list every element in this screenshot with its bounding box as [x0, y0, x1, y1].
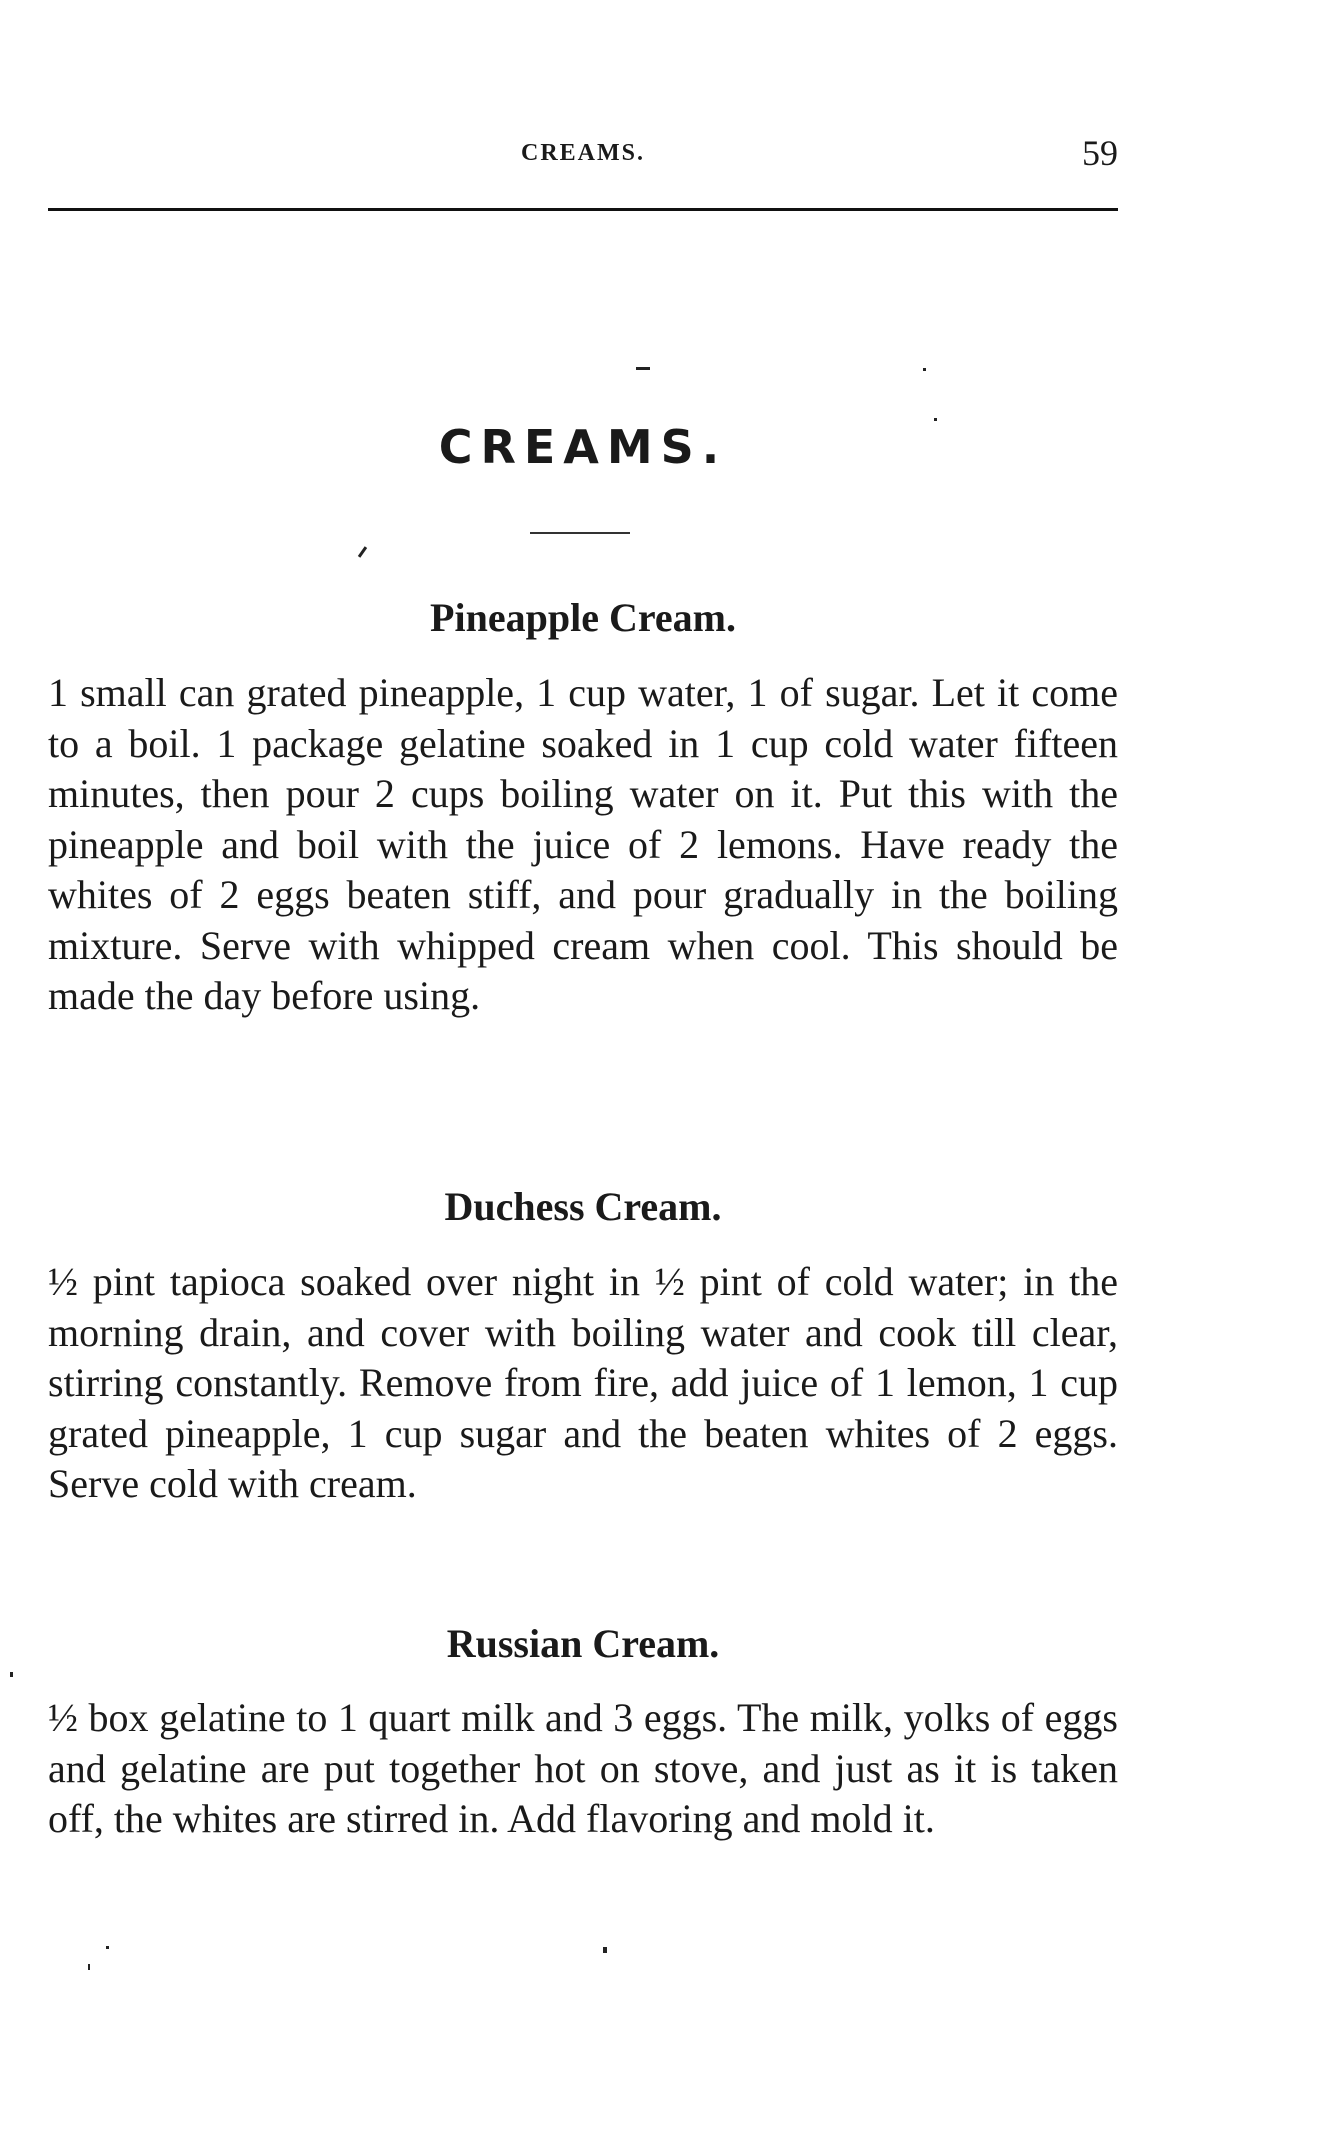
recipe-heading-pineapple-cream: Pineapple Cream.: [430, 595, 736, 640]
recipe-heading-russian-cream: Russian Cream.: [446, 1621, 720, 1666]
page-number: 59: [1082, 133, 1118, 173]
ink-speck: [10, 1672, 13, 1677]
ink-speck: [923, 368, 926, 371]
section-title: CREAMS.: [438, 420, 728, 474]
ink-speck: [603, 1947, 607, 1953]
header-rule: [48, 208, 1118, 211]
ink-speck: [358, 546, 367, 558]
recipe-body-pineapple-cream: 1 small can grated pineapple, 1 cup water, 1 of sugar. Let it come to a boil. 1 package gelatine soaked in 1 cup cold water fifteen minutes, then pour 2 cups boiling water on it. Put this with the pineapple and boil with the juice of 2 lemons. Have ready the whites of 2 eggs beaten stiff, and pour gradually in the boiling mixture. Serve with whipped cream when cool. This should be made the day before using.: [48, 670, 1118, 1018]
recipe-heading-duchess-cream: Duchess Cream.: [444, 1184, 722, 1229]
title-rule: [530, 532, 630, 534]
recipe-body-russian-cream: ½ box gelatine to 1 quart milk and 3 eggs. The milk, yolks of eggs and gelatine are put together hot on stove, and just as it is taken off, the whites are stirred in. Add flavoring and mold it.: [48, 1695, 1118, 1841]
recipe-body-duchess-cream: ½ pint tapioca soaked over night in ½ pint of cold water; in the morning drain, and cover with boiling water and cook till clear, stirring constantly. Remove from fire, add juice of 1 lemon, 1 cup grated pineapple, 1 cup sugar and the beaten whites of 2 eggs. Serve cold with cream.: [48, 1259, 1118, 1506]
ink-speck: [106, 1946, 109, 1949]
ink-speck: [636, 367, 650, 370]
running-title: CREAMS.: [520, 140, 645, 166]
ink-speck: [88, 1964, 90, 1970]
running-header: [48, 133, 1118, 176]
